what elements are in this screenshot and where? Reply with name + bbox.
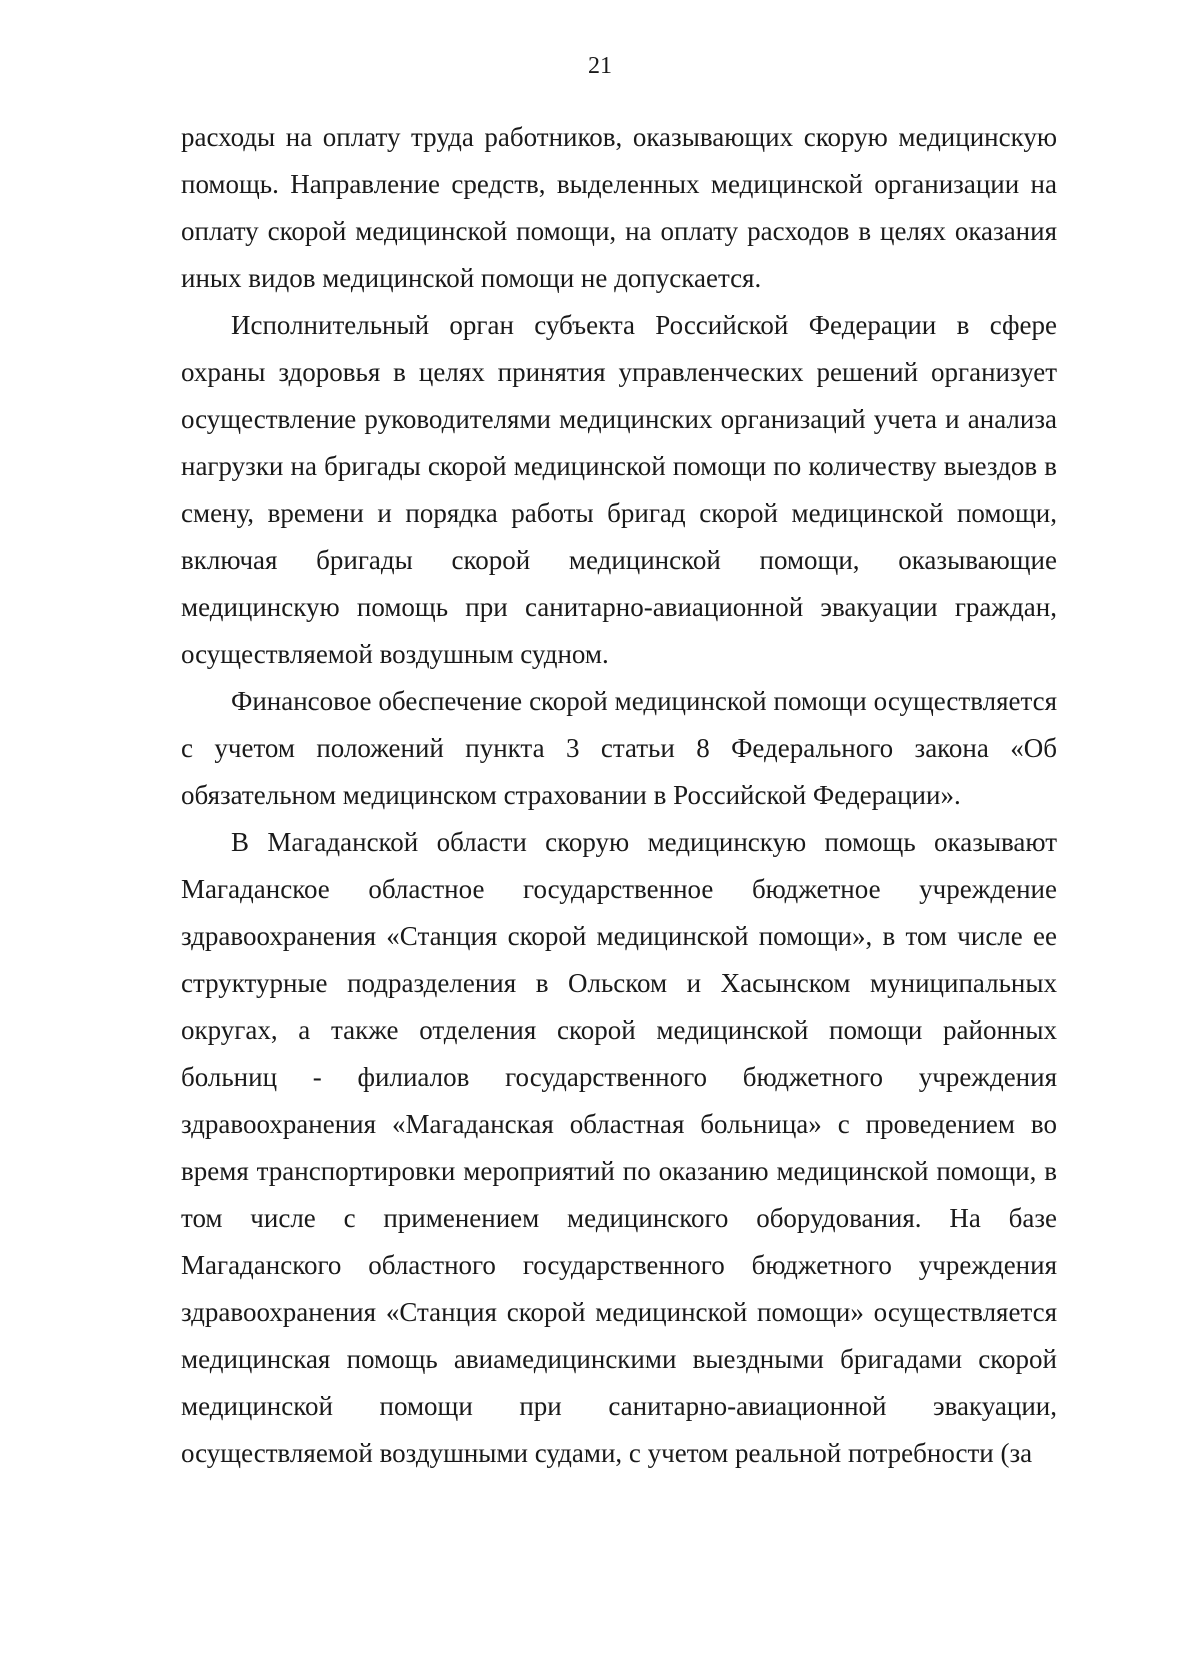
page-number: 21 bbox=[588, 53, 612, 79]
paragraph-3: Финансовое обеспечение скорой медицинской помощи осуществляется с учетом положений пункта 3 статьи 8 Федерального закона «Об обязательном медицинском страховании в Российской Федерации». bbox=[181, 686, 1057, 810]
paragraph-2: Исполнительный орган субъекта Российской Федерации в сфере охраны здоровья в целях принятия управленческих решений организует осуществление руководителями медицинских организаций учета и анализа нагрузки на бригады скорой медицинской помощи по количеству выездов в смену, времени и порядка работы бригад скорой медицинской помощи, включая бригады скорой медицинской помощи, оказывающие медицинскую помощь при санитарно-авиационной эвакуации граждан, осуществляемой воздушным судном. bbox=[181, 310, 1057, 669]
paragraph-4: В Магаданской области скорую медицинскую помощь оказывают Магаданское областное государственное бюджетное учреждение здравоохранения «Станция скорой медицинской помощи», в том числе ее структурные подразделения в Ольском и Хасынском муниципальных округах, а также отделения скорой медицинской помощи районных больниц - филиалов государственного бюджетного учреждения здравоохранения «Магаданская областная больница» с проведением во время транспортировки мероприятий по оказанию медицинской помощи, в том числе с применением медицинского оборудования. На базе Магаданского областного государственного бюджетного учреждения здравоохранения «Станция скорой медицинской помощи» осуществляется медицинская помощь авиамедицинскими выездными бригадами скорой медицинской помощи при санитарно-авиационной эвакуации, осуществляемой воздушными судами, с учетом реальной потребности (за bbox=[181, 827, 1057, 1468]
document-body bbox=[181, 114, 1057, 1477]
paragraph-1: расходы на оплату труда работников, оказывающих скорую медицинскую помощь. Направление средств, выделенных медицинской организации на оплату скорой медицинской помощи, на оплату расходов в целях оказания иных видов медицинской помощи не допускается. bbox=[181, 122, 1057, 293]
